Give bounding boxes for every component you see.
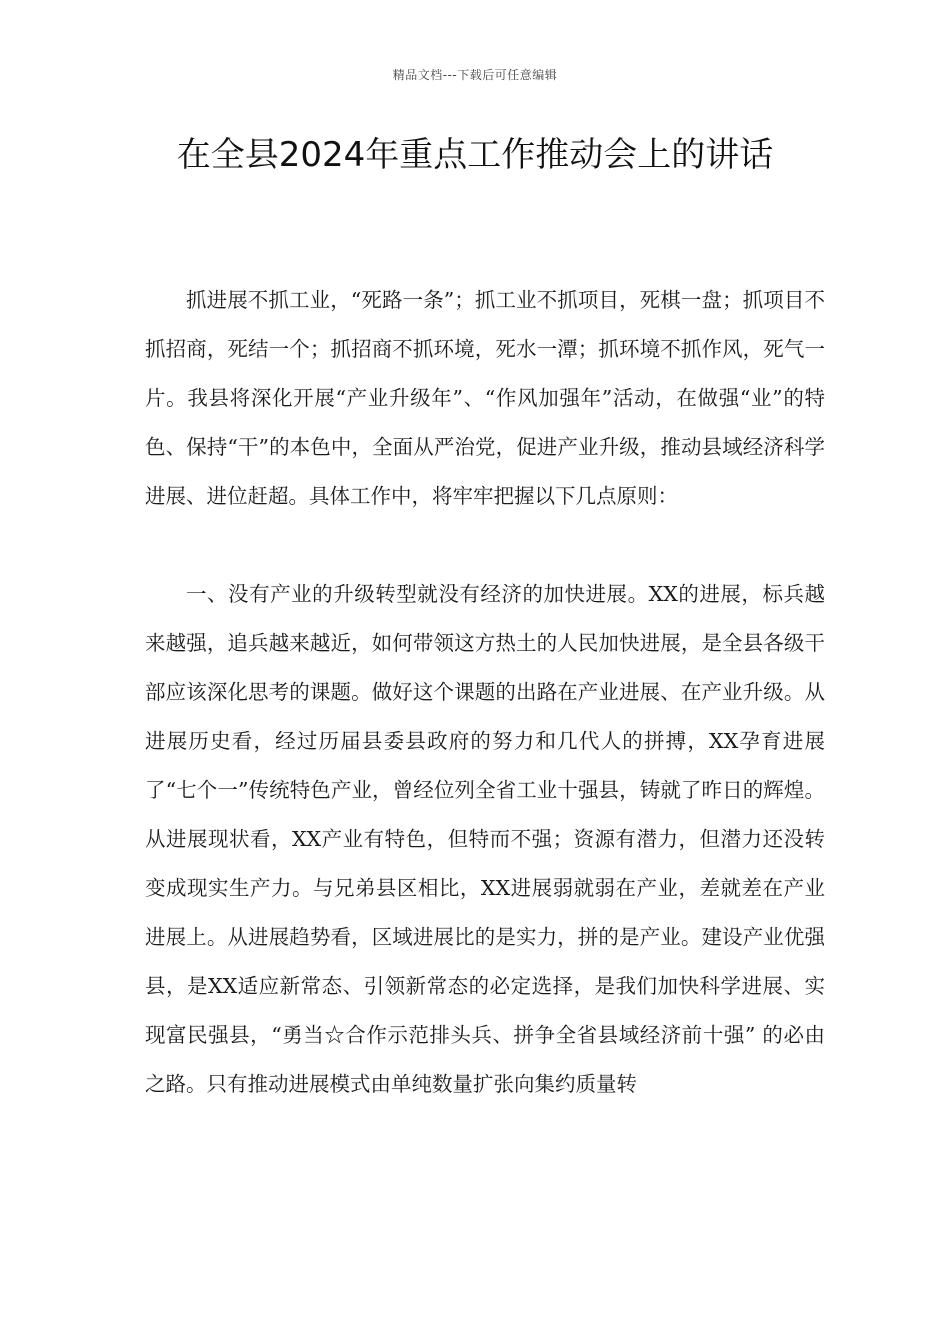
header-note: 精品文档---下载后可任意编辑 (392, 68, 558, 82)
document-body (145, 276, 825, 1109)
paragraph-section-one: 一、没有产业的升级转型就没有经济的加快进展。XX的进展，标兵越来越强，追兵越来越近，如何带领这方热土的人民加快进展，是全县各级干部应该深化思考的课题。做好这个课题的出路在产业进展、在产业升级。从进展历史看，经过历届县委县政府的努力和几代人的拼搏，XX孕育进展了“七个一”传统特色产业，曾经位列全省工业十强县，铸就了昨日的辉煌。从进展现状看，XX产业有特色，但特而不强；资源有潜力，但潜力还没转变成现实生产力。与兄弟县区相比，XX进展弱就弱在产业，差就差在产业进展上。从进展趋势看，区域进展比的是实力，拼的是产业。建设产业优强县，是XX适应新常态、引领新常态的必定选择，是我们加快科学进展、实现富民强县，“勇当☆合作示范排头兵、拼争全省县域经济前十强” 的必由之路。只有推动进展模式由单纯数量扩张向集约质量转 (145, 582, 825, 1096)
paragraph-intro: 抓进展不抓工业，“死路一条”；抓工业不抓项目，死棋一盘；抓项目不抓招商，死结一个；抓招商不抓环境，死水一潭；抓环境不抓作风，死气一片。我县将深化开展“产业升级年”、“作风加强年”活动，在做强“业”的特色、保持“干”的本色中，全面从严治党，促进产业升级，推动县域经济科学进展、进位赶超。具体工作中，将牢牢把握以下几点原则： (145, 288, 825, 508)
document-title: 在全县2024年重点工作推动会上的讲话 (176, 135, 774, 175)
